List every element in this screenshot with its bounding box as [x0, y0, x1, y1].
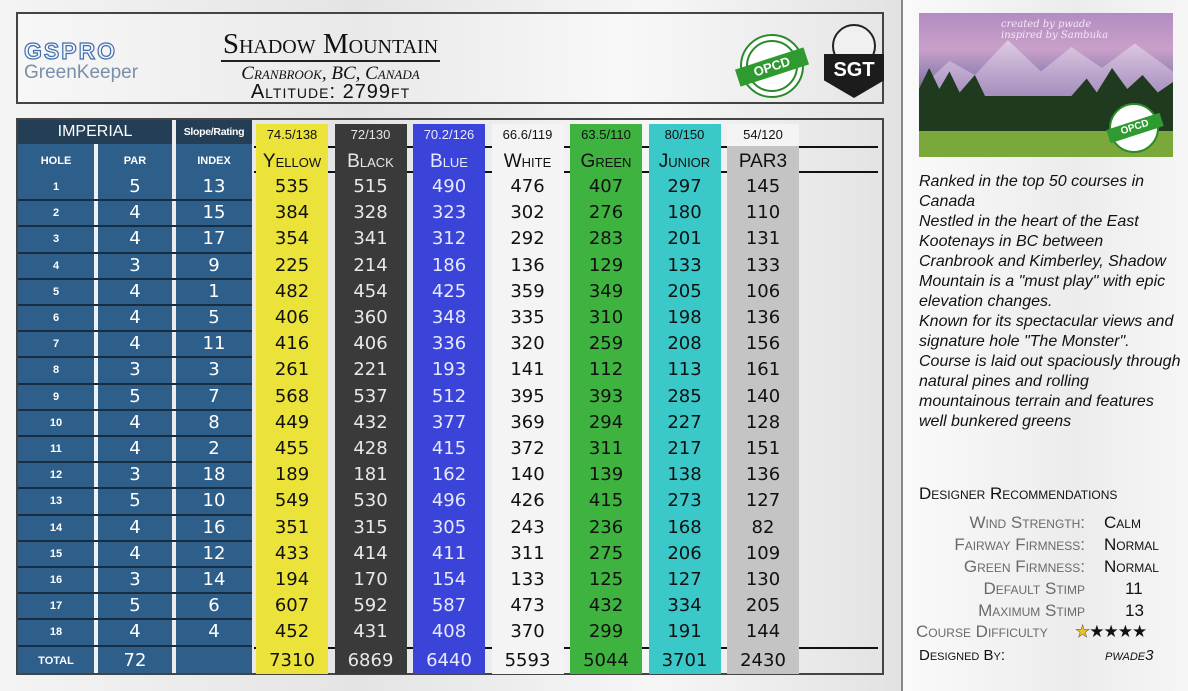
tee-column-junior [649, 124, 721, 674]
tee-yardage: 428 [353, 438, 388, 459]
tee-yardage: 221 [353, 359, 388, 381]
tee-yardage: 261 [274, 359, 310, 381]
tee-yardage: 275 [588, 542, 624, 564]
tee-yardage: 294 [588, 411, 624, 433]
tee-yardage: 476 [510, 176, 545, 197]
tee-total: 5044 [583, 649, 629, 671]
tee-yardage: 136 [745, 464, 781, 486]
par-value: 4 [129, 542, 141, 564]
tee-yardage: 433 [274, 542, 310, 564]
hole-number: 12 [49, 469, 63, 482]
difficulty-star-icon: ★ [1132, 622, 1147, 642]
tee-total: 6869 [347, 649, 394, 671]
recommendation-value: Normal [1104, 557, 1159, 576]
tee-yardage: 454 [353, 280, 388, 302]
par-value: 3 [129, 569, 141, 590]
recommendation-value: Calm [1104, 513, 1141, 532]
gspro-logo: GSPRO [24, 38, 118, 64]
tee-yardage: 154 [431, 569, 467, 590]
tee-yardage: 310 [588, 307, 624, 328]
tee-yardage: 162 [431, 464, 467, 486]
tee-yardage: 243 [510, 516, 545, 538]
opcd-stamp-icon: OPCD [1109, 103, 1159, 153]
tee-yardage: 161 [745, 359, 781, 381]
tee-yardage: 473 [510, 595, 545, 617]
tee-yardage: 369 [510, 411, 545, 433]
tee-column-white [492, 124, 564, 674]
tee-total: 3701 [661, 649, 708, 671]
tee-yardage: 406 [353, 333, 388, 355]
recommendation-row [903, 535, 1188, 557]
index-value: 9 [208, 254, 220, 276]
tee-rating: 80/150 [649, 124, 721, 146]
total-label: TOTAL [38, 654, 74, 667]
tee-yardage: 455 [274, 438, 310, 459]
tee-yardage: 415 [431, 438, 467, 459]
tee-yardage: 156 [745, 333, 781, 355]
tee-yardage: 312 [431, 228, 467, 250]
tee-column-yellow [256, 124, 328, 674]
opcd-badge-icon: OPCD [740, 34, 804, 98]
hole-header: HOLE [40, 155, 72, 167]
designed-by-label: Designed By: [919, 647, 1006, 664]
hole-number: 18 [49, 626, 63, 639]
tee-yardage: 283 [588, 228, 624, 250]
tee-yardage: 431 [353, 621, 388, 643]
tee-yardage: 205 [745, 595, 781, 617]
tee-yardage: 180 [667, 202, 702, 224]
tee-yardage: 138 [667, 464, 702, 486]
tee-column-blue [413, 124, 485, 674]
tee-total: 5593 [504, 649, 551, 671]
tee-yardage: 297 [667, 176, 702, 197]
tee-total: 6440 [426, 649, 472, 671]
tee-yardage: 416 [274, 333, 310, 355]
tee-name: Junior [658, 151, 711, 172]
tee-yardage: 425 [431, 280, 467, 302]
tee-yardage: 348 [431, 307, 467, 328]
tee-yardage: 198 [667, 307, 702, 328]
tee-yardage: 193 [431, 359, 467, 381]
tee-yardage: 432 [353, 411, 388, 433]
difficulty-stars [1075, 622, 1146, 642]
tee-yardage: 129 [588, 254, 624, 276]
index-value: 4 [208, 621, 220, 643]
tee-yardage: 127 [667, 569, 702, 590]
hole-number: 6 [52, 312, 60, 324]
tee-yardage: 496 [431, 490, 467, 512]
difficulty-star-icon: ★ [1117, 622, 1132, 642]
tee-yardage: 351 [274, 516, 310, 538]
tee-yardage: 217 [667, 438, 702, 459]
course-header [16, 12, 884, 104]
tee-yardage: 201 [667, 228, 702, 250]
recommendation-value: 11 [1125, 579, 1143, 598]
tee-yardage: 377 [431, 411, 467, 433]
par-value: 5 [129, 490, 141, 512]
tee-rating: 72/130 [335, 124, 407, 146]
index-value: 10 [202, 490, 226, 512]
tee-yardage: 276 [588, 202, 624, 224]
tee-yardage: 414 [353, 542, 388, 564]
course-description: Ranked in the top 50 courses in Canada Nestled in the heart of the East Kootenays in BC between Cranbrook and Kimberley, Shadow Mountain is a "must play" with epic elevation changes. Known for its spectacular views and signature hole "The Monster". Course is laid out spaciously through natural pines and rolling mountainous terrain and features well bunkered greens [919, 173, 1181, 430]
tee-yardage: 110 [745, 202, 781, 224]
course-altitude: Altitude: 2799ft [250, 81, 411, 103]
recommendation-label: Fairway Firmness: [954, 535, 1085, 554]
hole-number: 2 [52, 207, 60, 220]
tee-rating: 70.2/126 [413, 124, 485, 146]
hole-number: 13 [49, 495, 63, 508]
tee-yardage: 140 [745, 385, 781, 407]
difficulty-star-icon: ★ [1103, 622, 1118, 642]
tee-yardage: 315 [353, 516, 388, 538]
tee-yardage: 130 [745, 569, 781, 590]
tee-yardage: 133 [745, 254, 781, 276]
tee-yardage: 452 [274, 621, 310, 643]
hole-number: 5 [52, 285, 60, 298]
units-label: IMPERIAL [18, 120, 172, 144]
recommendation-row [903, 513, 1188, 535]
tee-yardage: 482 [274, 280, 310, 302]
sgt-badge-icon: SGT [824, 24, 884, 98]
tee-yardage: 127 [745, 490, 781, 512]
row-divider [18, 645, 252, 647]
recommendation-value: Normal [1104, 535, 1159, 554]
tee-yardage: 335 [510, 307, 545, 328]
tee-yardage: 131 [745, 228, 781, 250]
tee-yardage: 206 [667, 542, 702, 564]
tee-name: Green [580, 151, 632, 172]
course-location: Cranbrook, BC, Canada [241, 63, 420, 84]
tee-yardage: 530 [353, 490, 388, 512]
index-value: 14 [202, 569, 226, 590]
hole-number: 3 [52, 233, 60, 246]
tee-yardage: 393 [588, 385, 624, 407]
photo-credits: created by pwade inspired by Sambuka [1001, 19, 1109, 41]
tee-yardage: 320 [510, 333, 545, 355]
tee-yardage: 490 [431, 176, 467, 197]
recommendations-title: Designer Recommendations [919, 484, 1118, 503]
tee-yardage: 334 [667, 595, 702, 617]
index-value: 5 [208, 307, 220, 328]
tee-yardage: 225 [274, 254, 310, 276]
tee-name: PAR3 [738, 151, 788, 172]
tee-yardage: 415 [588, 490, 624, 512]
tee-yardage: 535 [274, 176, 310, 197]
tee-yardage: 144 [745, 621, 781, 643]
index-value: 12 [202, 542, 226, 564]
tee-yardage: 259 [588, 333, 624, 355]
index-value: 17 [202, 228, 226, 250]
designed-by-value: pwade3 [1105, 647, 1154, 664]
tee-yardage: 408 [431, 621, 467, 643]
par-value: 4 [129, 202, 141, 224]
tee-yardage: 189 [274, 464, 310, 486]
tee-yardage: 311 [510, 542, 545, 564]
index-value: 7 [208, 385, 220, 407]
tee-rating: 63.5/110 [570, 124, 642, 146]
tee-yardage: 136 [745, 307, 781, 328]
hole-number: 16 [49, 574, 63, 586]
tee-name: White [503, 151, 552, 172]
tee-yardage: 302 [510, 202, 545, 224]
index-value: 13 [202, 176, 226, 197]
tee-yardage: 112 [588, 359, 624, 381]
tee-yardage: 328 [353, 202, 388, 224]
tee-yardage: 370 [510, 621, 545, 643]
tee-yardage: 354 [274, 228, 310, 250]
tee-yardage: 341 [353, 228, 388, 250]
index-value: 16 [202, 516, 226, 538]
par-value: 5 [129, 595, 141, 617]
par-value: 4 [129, 333, 141, 355]
par-value: 5 [129, 385, 141, 407]
index-value: 6 [208, 595, 220, 617]
index-header: INDEX [197, 155, 231, 167]
recommendation-value: 13 [1125, 601, 1144, 620]
index-value: 8 [208, 411, 220, 433]
tee-yardage: 236 [588, 516, 624, 538]
tee-yardage: 426 [510, 490, 545, 512]
tee-yardage: 205 [667, 280, 702, 302]
tee-yardage: 109 [745, 542, 781, 564]
par-value: 3 [129, 464, 141, 486]
tee-yardage: 305 [431, 516, 467, 538]
tee-yardage: 151 [745, 438, 781, 459]
tee-yardage: 285 [667, 385, 702, 407]
greenkeeper-logo: GreenKeeper [24, 62, 139, 83]
hole-number: 8 [52, 364, 60, 377]
tee-yardage: 587 [431, 595, 467, 617]
hole-number: 7 [52, 338, 60, 351]
recommendation-row [903, 579, 1188, 601]
par-value: 3 [129, 254, 141, 276]
scorecard-table [16, 118, 884, 675]
hole-number: 4 [52, 259, 60, 272]
tee-name: Yellow [262, 151, 322, 172]
hole-number: 9 [52, 390, 60, 403]
par-value: 4 [129, 228, 141, 250]
tee-yardage: 512 [431, 385, 467, 407]
tee-yardage: 299 [588, 621, 624, 643]
recommendation-label: Maximum Stimp [978, 601, 1085, 620]
tee-yardage: 359 [510, 280, 545, 302]
index-value: 18 [202, 464, 226, 486]
total-par: 72 [123, 649, 147, 671]
index-value: 15 [202, 202, 226, 224]
hole-number: 10 [49, 416, 63, 429]
tee-yardage: 384 [274, 202, 310, 224]
tee-yardage: 568 [274, 385, 310, 407]
tee-yardage: 133 [667, 254, 702, 276]
tee-yardage: 186 [431, 254, 467, 276]
tee-yardage: 432 [588, 595, 624, 617]
tee-yardage: 549 [274, 490, 310, 512]
tee-yardage: 273 [667, 490, 702, 512]
tee-yardage: 194 [274, 569, 310, 590]
recommendation-label: Default Stimp [983, 579, 1085, 598]
index-value: 11 [202, 333, 226, 355]
hole-number: 1 [52, 181, 60, 193]
tee-yardage: 372 [510, 438, 545, 459]
tee-yardage: 323 [431, 202, 467, 224]
tee-yardage: 227 [667, 411, 702, 433]
tee-yardage: 407 [588, 176, 624, 197]
tee-total: 7310 [269, 649, 315, 671]
tee-yardage: 139 [588, 464, 624, 486]
tee-yardage: 141 [510, 359, 545, 381]
slope-rating-header: Slope/Rating [176, 120, 252, 144]
tee-yardage: 336 [431, 333, 467, 355]
par-value: 3 [129, 359, 141, 381]
tee-column-black [335, 124, 407, 674]
course-photo [919, 13, 1173, 157]
tee-yardage: 208 [667, 333, 702, 355]
tee-yardage: 113 [667, 359, 702, 381]
tee-yardage: 395 [510, 385, 545, 407]
difficulty-star-icon: ★ [1075, 622, 1090, 642]
hole-number: 17 [49, 600, 63, 613]
tee-yardage: 133 [510, 569, 545, 590]
par-value: 4 [129, 516, 141, 538]
tee-yardage: 136 [510, 254, 545, 276]
tee-yardage: 592 [353, 595, 388, 617]
tee-yardage: 360 [353, 307, 388, 328]
recommendation-row [903, 557, 1188, 579]
tee-yardage: 292 [510, 228, 545, 250]
tee-name: Black [347, 151, 394, 172]
par-value: 4 [129, 307, 141, 328]
tee-yardage: 607 [274, 595, 310, 617]
par-value: 5 [129, 176, 141, 197]
tee-yardage: 170 [353, 569, 388, 590]
tee-yardage: 181 [353, 464, 388, 486]
recommendation-label: Green Firmness: [963, 557, 1085, 576]
par-value: 4 [129, 280, 141, 302]
difficulty-label: Course Difficulty [916, 622, 1048, 641]
par-value: 4 [129, 411, 141, 433]
hole-number: 15 [49, 547, 63, 560]
tee-yardage: 537 [353, 385, 388, 407]
tee-yardage: 145 [745, 176, 781, 197]
index-value: 2 [208, 438, 220, 459]
index-value: 1 [208, 280, 220, 302]
tee-rating: 74.5/138 [256, 124, 328, 146]
tee-yardage: 191 [667, 621, 702, 643]
tee-yardage: 411 [431, 542, 467, 564]
hole-number: 11 [50, 443, 62, 455]
tee-total: 2430 [740, 649, 786, 671]
tee-yardage: 140 [510, 464, 545, 486]
tee-name: Blue [430, 151, 468, 172]
recommendation-label: Wind Strength: [969, 513, 1085, 532]
recommendation-row [903, 601, 1188, 623]
tee-column-par3 [727, 124, 799, 674]
tee-rating: 54/120 [727, 124, 799, 146]
tee-yardage: 515 [353, 176, 388, 197]
tee-rating: 66.6/119 [492, 124, 564, 146]
tee-yardage: 311 [588, 438, 624, 459]
tee-yardage: 125 [588, 569, 624, 590]
tee-yardage: 168 [667, 516, 702, 538]
tee-yardage: 449 [274, 411, 310, 433]
tee-yardage: 106 [745, 280, 781, 302]
course-info-panel [901, 0, 1188, 691]
difficulty-star-icon: ★ [1089, 622, 1104, 642]
par-value: 4 [129, 438, 141, 459]
course-title: Shadow Mountain [222, 28, 439, 60]
index-value: 3 [208, 359, 220, 381]
hole-number: 14 [49, 521, 63, 534]
tee-yardage: 128 [745, 411, 781, 433]
tee-column-green [570, 124, 642, 674]
par-header: PAR [123, 155, 147, 167]
tee-yardage: 406 [274, 307, 310, 328]
tee-yardage: 349 [588, 280, 624, 302]
par-value: 4 [129, 621, 141, 643]
tee-yardage: 214 [353, 254, 388, 276]
tee-yardage: 82 [751, 516, 775, 538]
